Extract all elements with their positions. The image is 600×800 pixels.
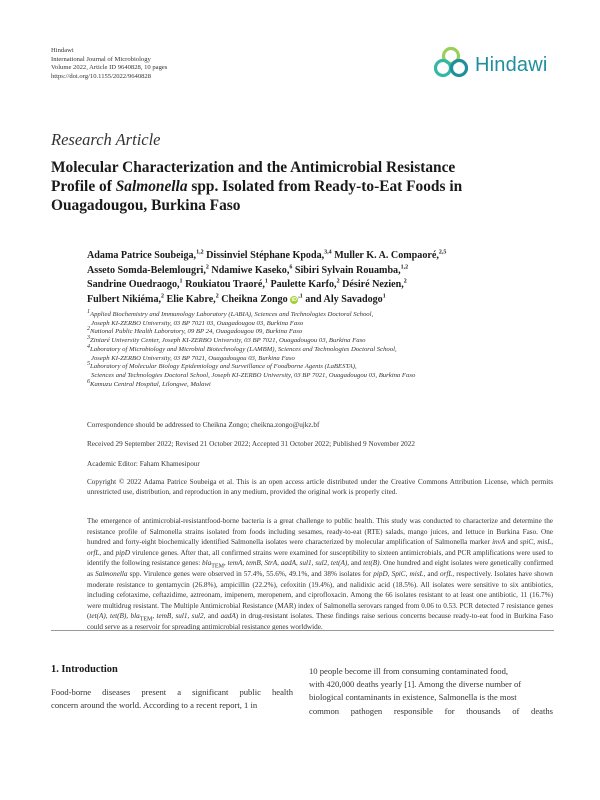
body-column-left [51,686,293,712]
author-name[interactable]: Fulbert Nikiéma, [87,293,162,305]
hindawi-logo-mark-icon [430,45,472,85]
gene-name: pipD [115,548,130,557]
author-name[interactable]: Muller K. A. Compaoré, [334,250,439,261]
publisher-name: Hindawi [51,47,74,54]
gene-name: temA, temB, StrA, aadA, sul1, sul2, tet(A), [227,559,350,568]
gene-subscript: TEM [139,616,153,623]
title-text: spp. Isolated from Ready-to-Eat Foods in [187,178,463,195]
author-line-1 [87,249,557,264]
abstract-text: and [349,559,364,568]
body-column-right [309,665,553,718]
author-affil-ref: 6 [289,264,293,271]
author-affil-ref: 1,2 [196,249,204,256]
author-line-3 [87,278,557,293]
abstract-text: ) in drug-resistant isolates. These findings raise serious concerns because ready-to-eat food in Burkina Faso could serve as a reservoir for spreading antimicrobial resistance genes worldwide. [87,612,554,631]
gene-name: tet(A), tet(B), bla [89,612,140,621]
author-affil-ref: ,1 [298,293,303,300]
affil-number: 6 [87,378,90,385]
affiliation-4 [87,343,557,355]
gene-name: bla [202,559,212,568]
affiliation-list [87,308,557,389]
title-line-3: Ouagadougou, Burkina Faso [51,197,241,214]
gene-name: pipD, SpiC, misL, [373,569,426,578]
affiliation-5-cont: Sciences and Technologies Doctoral School, Joseph KI-ZERBO University, 03 BP 7021, Ouagadougou 03, Burkina Faso [91,371,416,379]
body-line: 10 people become ill from consuming contaminated food, [309,666,509,676]
affiliation-2 [87,328,557,337]
abstract-text: , [223,559,228,568]
body-line: concern around the world. According to a recent report, 1 in [51,700,258,711]
author-name[interactable]: and Aly Savadogo [305,293,383,305]
affiliation-4-cont: Joseph KI-ZERBO University, 03 BP 7021, Ouagadougou 03, Burkina Faso [91,354,295,362]
body-line: common pathogen responsible for thousands of deaths [309,705,553,716]
abstract-text: and [205,612,221,621]
logo-wordmark: Hindawi [475,54,548,76]
abstract-text: and [505,538,521,547]
abstract-text: and [425,569,440,578]
introduction-heading: 1. Introduction [51,664,118,675]
affil-text: National Public Health Laboratory, 09 BP 24, Ouagadougou 09, Burkina Faso [90,328,303,336]
affil-text: Laboratory of Microbiology and Microbial Biotechnology (LAMBM), Sciences and Technologies Doctoral School, [90,345,397,353]
abstract-text: , respectively. Isolates have shown moderate resistance to gentamycin (26.8%), ampicillin (22.2%), cefoxitin (19.4%), and nalidixic acid (18.5%). All isolates were sensitive to six antibiotics, including cefotaxime, ceftazidime, aztreonam, imipenem, meropenem, and ciprofloxacin. Among the 66 isolates resistant to at least one antibiotic, 11 (16.7%) were multidrug resistant. The Multiple Antimicrobial Resistance (MAR) index of Salmonella serovars ranged from 0.06 to 0.53. PCR detected 7 resistance genes ( [87,569,553,621]
gene-name: tet(B) [363,559,380,568]
title-line-2 [51,177,551,196]
correspondence: Correspondence should be addressed to Cheikna Zongo; cheikna.zongo@ujkz.bf [87,421,320,429]
author-line-4 [87,293,557,308]
orcid-icon[interactable]: iD [291,296,298,303]
journal-info [51,47,167,81]
title-text: Profile of [51,178,116,195]
abstract-text: , [551,538,553,547]
author-affil-ref: 2 [161,293,165,300]
author-name[interactable]: Roukiatou Traoré, [185,279,265,291]
academic-editor: Academic Editor: Faham Khamesipour [87,460,200,468]
abstract-text: spp. Virulence genes were observed in 57.4%, 55.6%, 49.1%, and 38% isolates for [127,569,374,578]
affil-text: Kamuzu Central Hospital, Lilongwe, Malawi [90,380,211,388]
author-name[interactable]: Asseto Somda-Belemlougri, [87,264,206,276]
gene-name: misL [537,538,552,547]
author-list [87,249,557,307]
body-line: Food-borne diseases present a significant public health [51,687,293,697]
author-affil-ref: 2,5 [438,249,447,256]
author-name[interactable]: Paulette Karfo, [270,279,337,291]
genus-name: Salmonella [95,569,128,578]
affiliation-1 [87,308,557,320]
abstract [87,516,553,633]
affiliation-5 [87,360,557,372]
affil-number: 1 [87,308,90,315]
abstract-text: , and [99,548,116,557]
hindawi-logo [430,45,555,85]
gene-name: temB, sul1, sul2, [156,612,206,621]
abstract-text: The emergence of antimicrobial-resistantfood-borne bacteria is a great challenge to public health. This study was conducted to characterize and determine the resistance profile of Salmonella strains isolated from foods including sesames, ready-to-eat (RTE) salads, mango juices, and lettuce in Burkina Faso. One hundred and forty-eight biochemically identified Salmonella isolates were characterized by molecular amplification of Salmonella marker [87,517,553,547]
affil-text: Laboratory of Molecular Biology Epidemiology and Surveillance of Foodborne Agents (LaBESTA), [90,363,357,371]
affil-text: Applied Biochemistry and Immunology Laboratory (LABIA), Sciences and Technologies Doctoral School, [90,311,374,318]
title-line-1: Molecular Characterization and the Antimicrobial Resistance [51,159,456,176]
author-name[interactable]: Cheikna Zongo [221,293,288,305]
author-name[interactable]: Désiré Nezien, [342,279,404,291]
gene-name: spiC [520,538,534,547]
doi-link[interactable]: https://doi.org/10.1155/2022/9640828 [51,72,152,80]
author-name[interactable]: Adama Patrice Soubeiga, [87,250,197,261]
affil-number: 3 [87,334,90,341]
author-affil-ref: 1 [179,278,183,285]
author-affil-ref: 3,4 [324,249,332,256]
gene-name: invA [492,538,506,547]
author-affil-ref: 1 [382,293,386,300]
abstract-text: , [533,538,538,547]
author-name[interactable]: Elie Kabre, [166,293,216,305]
gene-name: orfL [87,548,100,557]
journal-name: International Journal of Microbiology [51,55,151,63]
gene-subscript: TEM [211,563,224,570]
copyright-notice: Copyright © 2022 Adama Patrice Soubeiga et al. This is an open access article distributed under the Creative Commons Attribution License, which permits unrestricted use, distribution, and reproduction in any medium, provided the original work is properly cited. [87,478,553,496]
author-name[interactable]: Sibiri Sylvain Rouamba, [294,264,401,276]
section-divider [51,630,554,631]
author-line-2 [87,264,557,279]
affil-number: 4 [87,343,90,350]
gene-name: orfL [439,569,453,578]
abstract-text: virulence genes. After that, all confirmed strains were examined for susceptibility to sixteen antimicrobials, and PCR amplifications were used to identify the following resistance genes: [87,548,553,568]
author-affil-ref: 1,2 [400,264,409,271]
author-name[interactable]: Dissinviel Stéphane Kpoda, [206,250,325,261]
abstract-text: . One hundred and eight isolates were genetically confirmed as [87,559,554,578]
affil-number: 5 [87,360,90,367]
abstract-text: , [152,612,157,621]
author-name[interactable]: Ndamiwe Kaseko, [211,264,290,276]
article-type: Research Article [51,130,161,149]
article-title [51,158,551,215]
affiliation-3 [87,334,557,346]
author-affil-ref: 2 [215,293,219,300]
author-affil-ref: 2 [336,278,340,285]
author-affil-ref: 2 [403,278,407,285]
author-name[interactable]: Sandrine Ouedraogo, [87,279,180,291]
author-affil-ref: 2 [205,264,209,271]
article-dates: Received 29 September 2022; Revised 21 October 2022; Accepted 31 October 2022; Published 9 November 2022 [87,440,415,448]
title-genus: Salmonella [115,178,188,195]
body-line: biological contaminants in existence, Salmonella is the most [309,692,517,703]
affil-number: 2 [87,326,90,333]
author-affil-ref: 1 [264,278,268,285]
body-line: with 420,000 deaths yearly [1]. Among the diverse number of [309,679,522,690]
affiliation-6 [87,378,557,390]
affiliation-1-cont: Joseph KI-ZERBO University, 03 BP 7021 03, Ouagadougou 03, Burkina Faso [91,319,304,327]
affil-text: Ziniaré University Center, Joseph KI-ZERBO University, 03 BP 7021, Ouagadougou 03, Burkina Faso [90,337,366,345]
volume-info: Volume 2022, Article ID 9640828, 10 pages [51,64,168,72]
gene-name: aadA [220,612,236,621]
